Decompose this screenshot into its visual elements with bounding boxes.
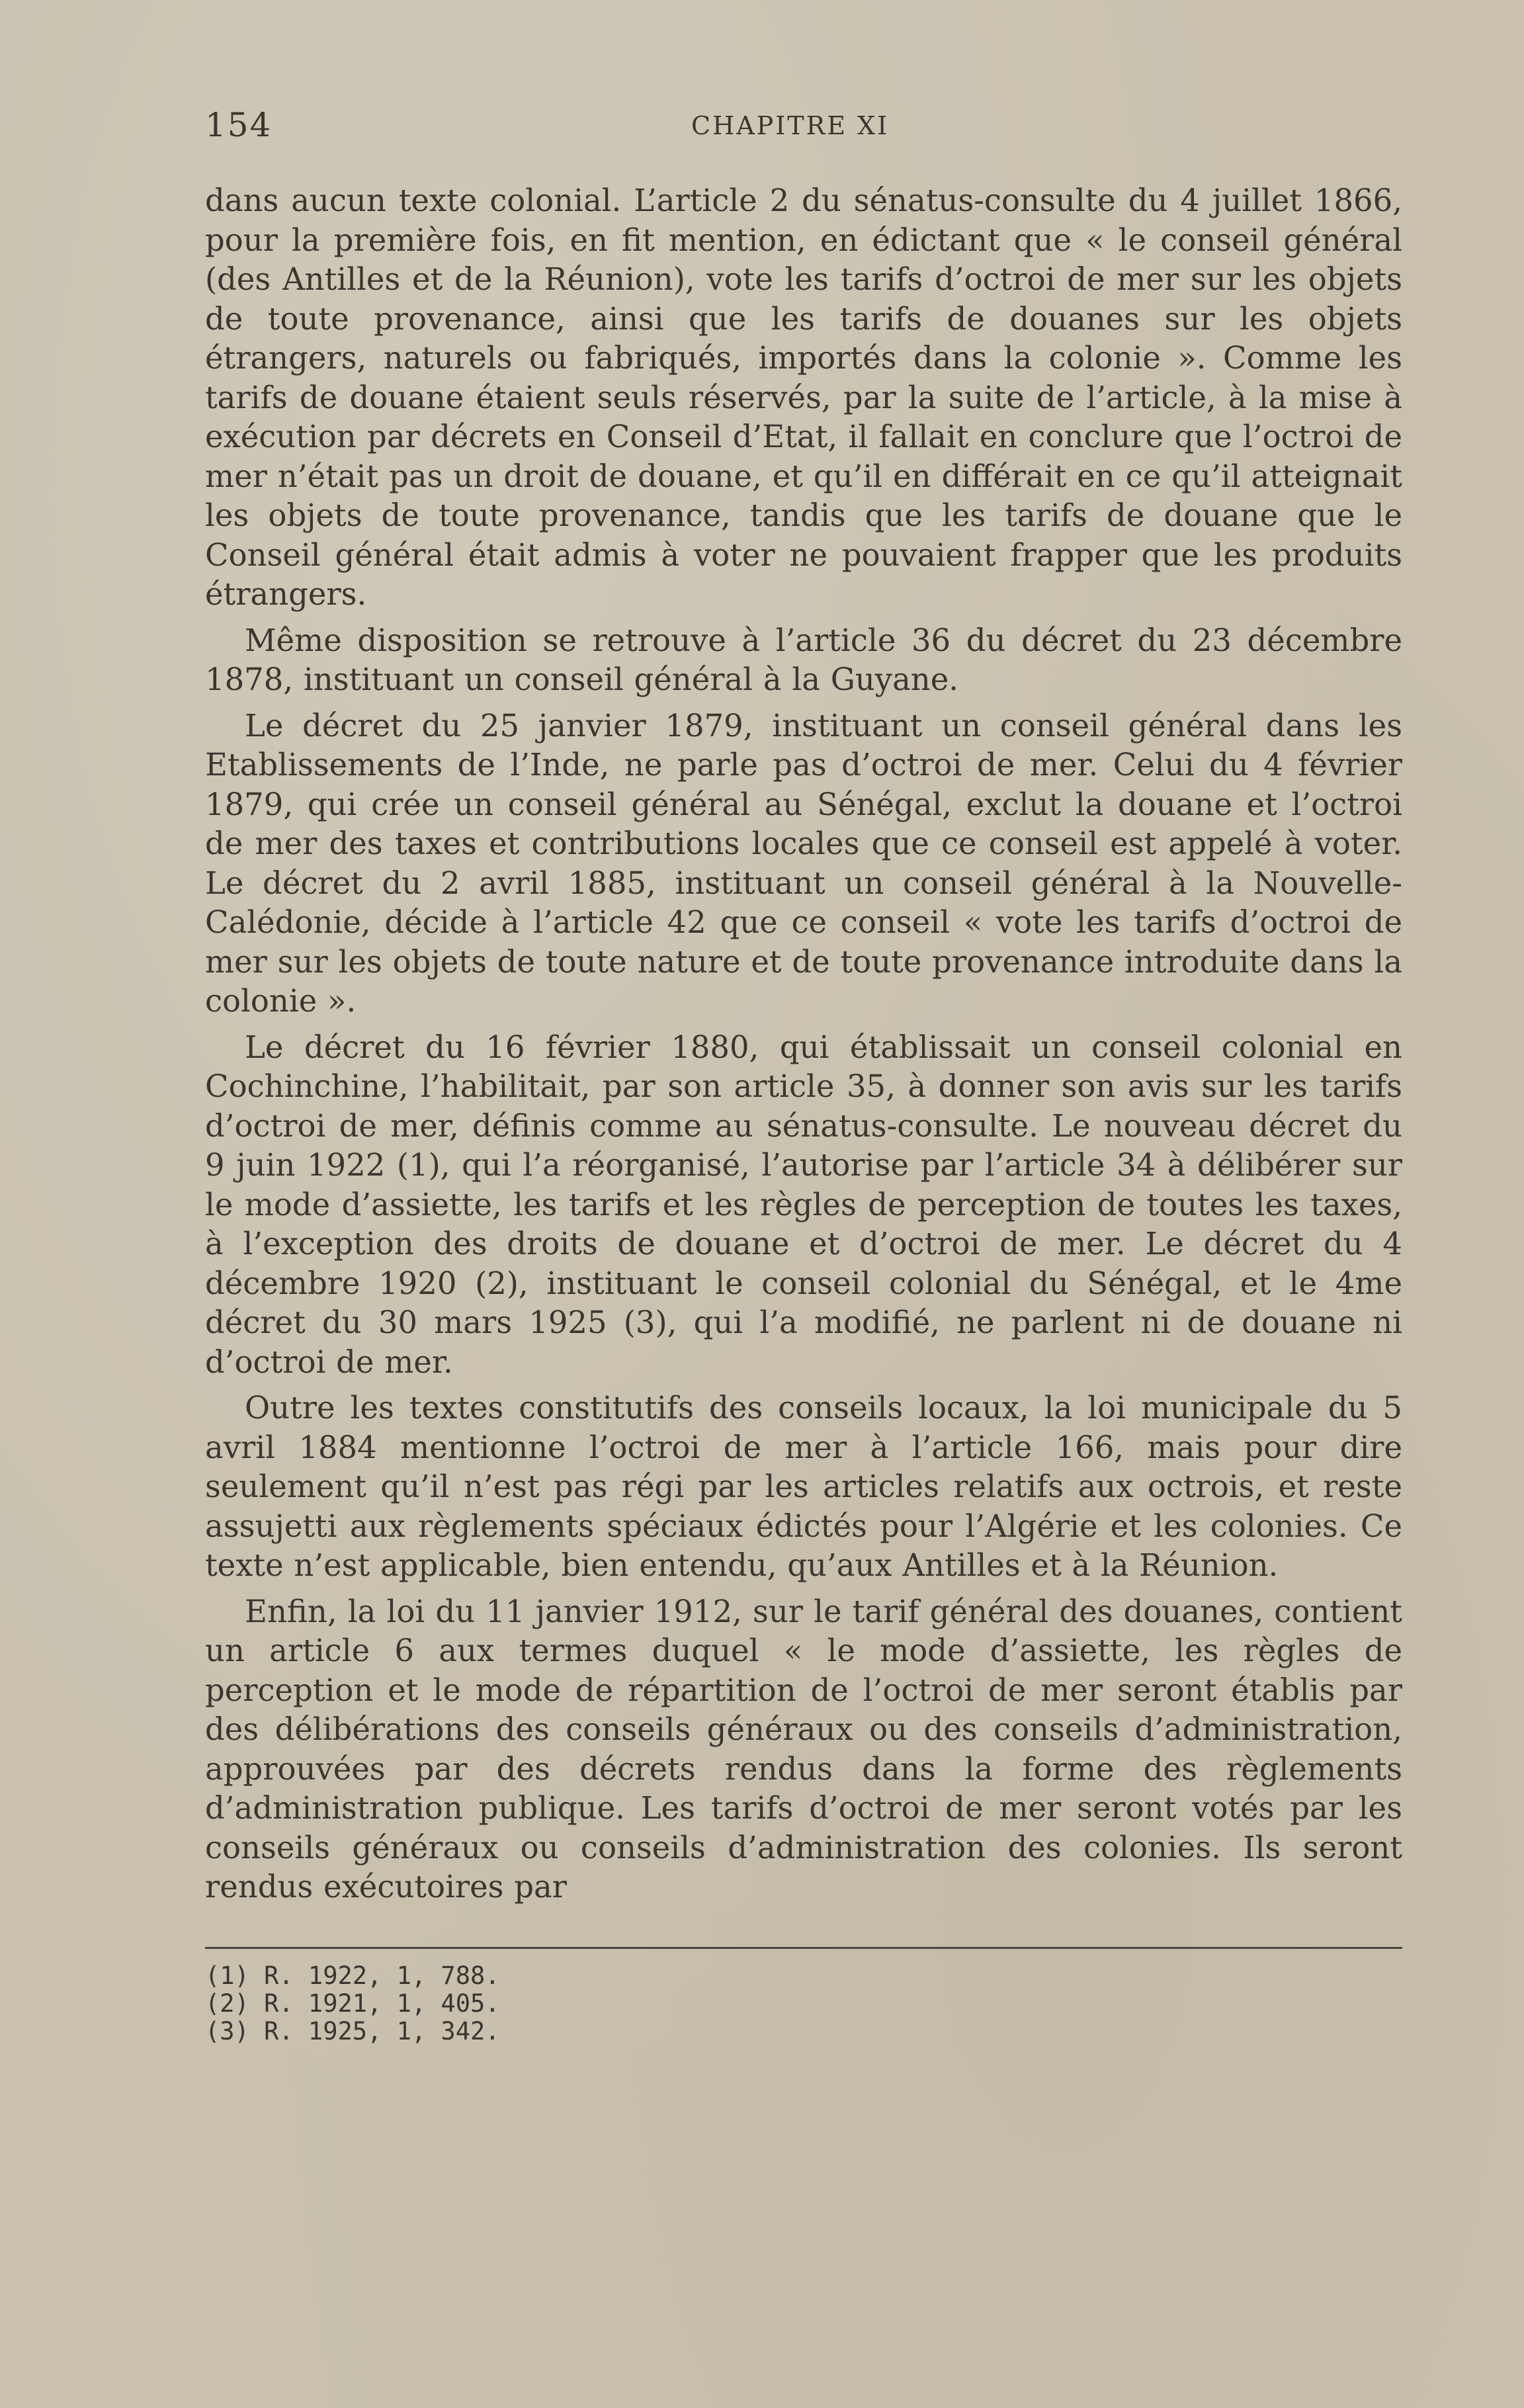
footnote-divider <box>205 1947 1402 1949</box>
running-head <box>205 99 1402 152</box>
paragraph-3: Le décret du 25 janvier 1879, instituant un conseil général dans les Etablissements de l’Inde, ne parle pas d’octroi de mer. Celui du 4 février 1879, qui crée un conseil général au Sénégal, exclut la douane et l’octroi de mer des taxes et contributions locales que ce conseil est appelé à voter. Le décret du 2 avril 1885, instituant un conseil général à la Nouvelle-Calédonie, décide à l’article 42 que ce conseil « vote les tarifs d’octroi de mer sur les objets de toute nature et de toute provenance introduite dans la colonie ». <box>205 707 1402 1019</box>
page-number: 154 <box>205 106 273 144</box>
paragraph-4: Le décret du 16 février 1880, qui établissait un conseil colonial en Cochinchine, l’habilitait, par son article 35, à donner son avis sur les tarifs d’octroi de mer, définis comme au sénatus-consulte. Le nouveau décret du 9 juin 1922 (1), qui l’a réorganisé, l’autorise par l’article 34 à délibérer sur le mode d’assiette, les tarifs et les règles de perception de toutes les taxes, à l’exception des droits de douane et d’octroi de mer. Le décret du 4 décembre 1920 (2), instituant le conseil colonial du Sénégal, et le 4me décret du 30 mars 1925 (3), qui l’a modifié, ne parlent ni de douane ni d’octroi de mer. <box>205 1029 1402 1380</box>
footnotes <box>205 1962 1402 2045</box>
body-text <box>205 181 1402 1907</box>
book-page <box>205 99 1402 2045</box>
chapter-title: CHAPITRE XI <box>691 111 890 140</box>
footnote-3: (3) R. 1925, 1, 342. <box>205 2016 500 2045</box>
paragraph-2: Même disposition se retrouve à l’article 36 du décret du 23 décembre 1878, instituant un conseil général à la Guyane. <box>205 622 1402 697</box>
footnote-2: (2) R. 1921, 1, 405. <box>205 1989 500 2018</box>
paragraph-6: Enfin, la loi du 11 janvier 1912, sur le tarif général des douanes, contient un article 6 aux termes duquel « le mode d’assiette, les règles de perception et le mode de répartition de l’octroi de mer seront établis par des délibérations des conseils généraux ou des conseils d’administration, approuvées par des décrets rendus dans la forme des règlements d’administration publique. Les tarifs d’octroi de mer seront votés par les conseils généraux ou conseils d’administration des colonies. Ils seront rendus exécutoires par <box>205 1593 1402 1905</box>
paragraph-1: dans aucun texte colonial. L’article 2 du sénatus-consulte du 4 juillet 1866, pour la première fois, en fit mention, en édictant que « le conseil général (des Antilles et de la Réunion), vote les tarifs d’octroi de mer sur les objets de toute provenance, ainsi que les tarifs de douanes sur les objets étrangers, naturels ou fabriqués, importés dans la colonie ». Comme les tarifs de douane étaient seuls réservés, par la suite de l’article, à la mise à exécution par décrets en Conseil d’Etat, il fallait en conclure que l’octroi de mer n’était pas un droit de douane, et qu’il en différait en ce qu’il atteignait les objets de toute provenance, tandis que les tarifs de douane que le Conseil général était admis à voter ne pouvaient frapper que les produits étrangers. <box>205 183 1402 612</box>
paragraph-5: Outre les textes constitutifs des conseils locaux, la loi municipale du 5 avril 1884 mentionne l’octroi de mer à l’article 166, mais pour dire seulement qu’il n’est pas régi par les articles relatifs aux octrois, et reste assujetti aux règlements spéciaux édictés pour l’Algérie et les colonies. Ce texte n’est applicable, bien entendu, qu’aux Antilles et à la Réunion. <box>205 1390 1402 1583</box>
footnote-1: (1) R. 1922, 1, 788. <box>205 1961 500 1990</box>
